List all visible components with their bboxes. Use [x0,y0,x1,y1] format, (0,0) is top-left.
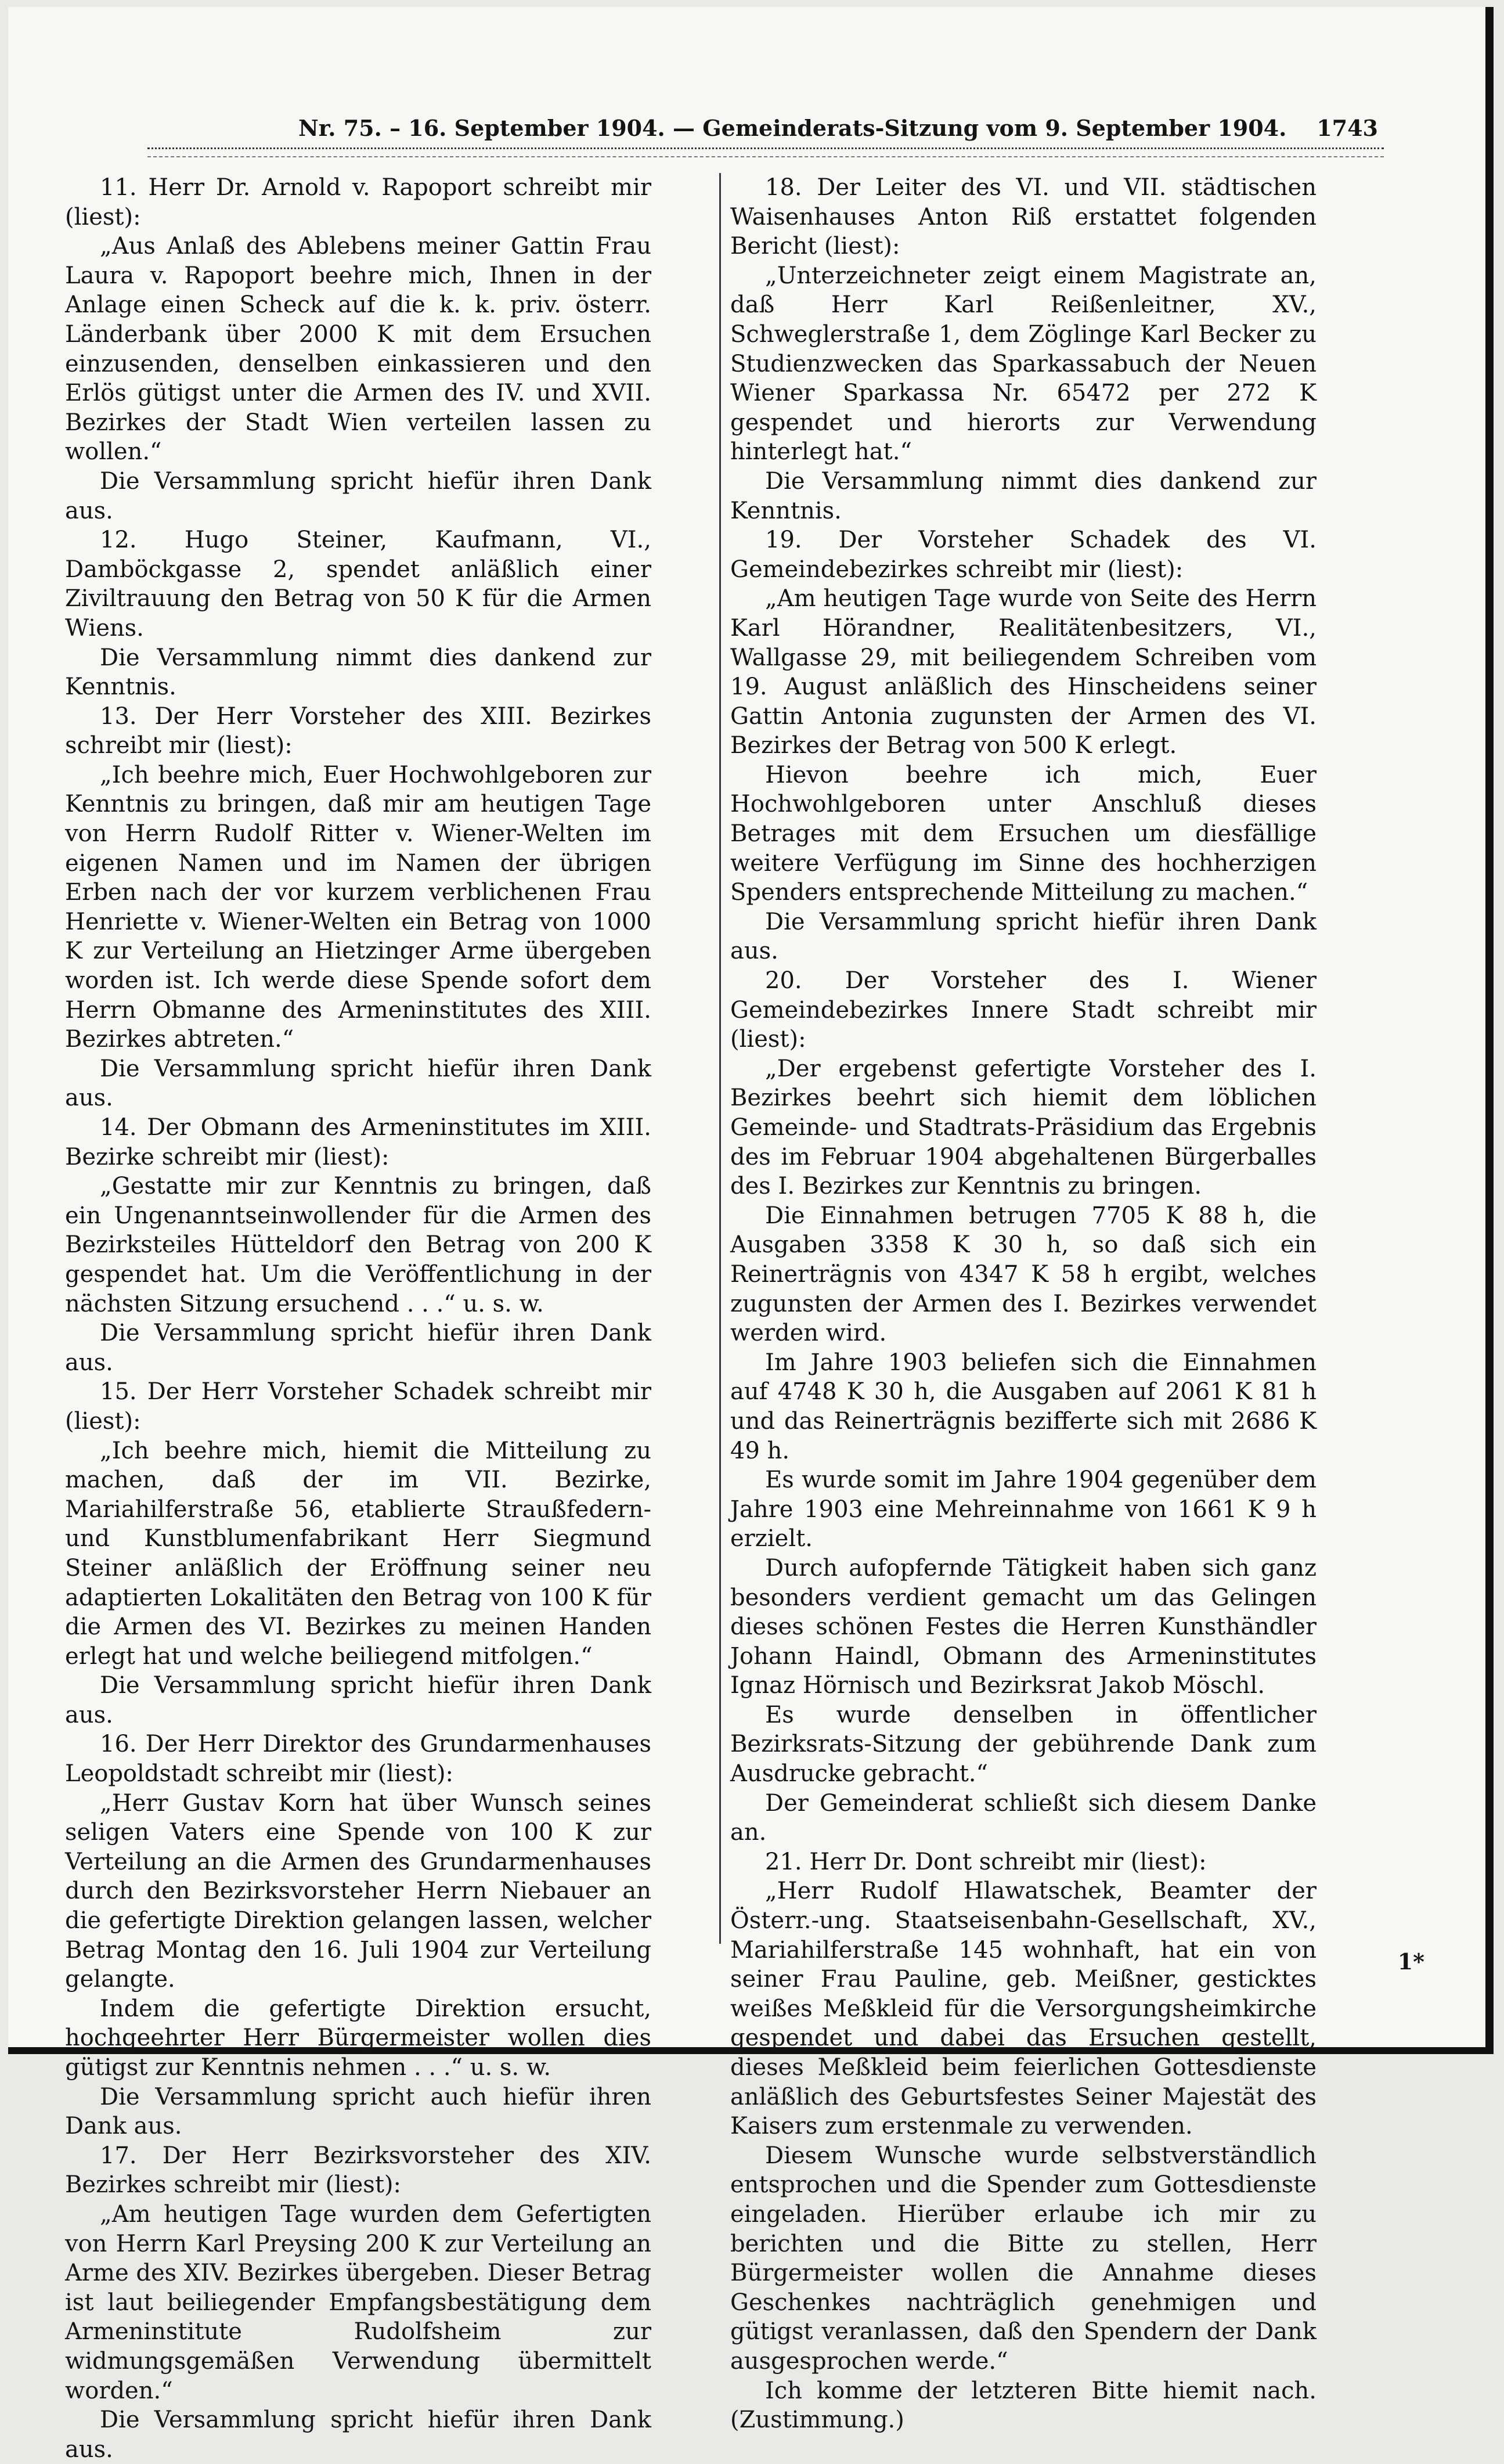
signature-mark: 1* [1397,1948,1424,1975]
document-page [8,7,1494,2463]
paragraph: Durch aufopfernde Tätigkeit haben sich ganz besonders verdient gemacht um das Gelingen dieses schönen Festes die Herren Kunsthändler Johann Haindl, Obmann des Armeninstitutes Ignaz Hörnisch und Bezirksrat Jakob Möschl. [730,1554,1317,1699]
paragraph: Indem die gefertigte Direktion ersucht, hochgeehrter Herr Bürgermeister wollen dies gütigst zur Kenntnis nehmen . . .“ u. s. w. [65,1995,651,2081]
paragraph: Der Gemeinderat schließt sich diesem Danke an. [730,1789,1317,1846]
page-number: 1743 [1317,115,1378,141]
paragraph: Die Versammlung spricht hiefür ihren Dank aus. [65,1055,651,1112]
paragraph: „Am heutigen Tage wurde von Seite des Herrn Karl Hörandner, Realitätenbesitzers, VI., Wallgasse 29, mit beiliegendem Schreiben vom 19. August anläßlich des Hinscheidens seiner Gattin Antonia zugunsten der Armen des VI. Bezirkes der Betrag von 500 K erlegt. [730,585,1317,759]
paragraph: Ich komme der letzteren Bitte hiemit nach. (Zustimmung.) [730,2377,1317,2434]
paragraph: Die Versammlung nimmt dies dankend zur Kenntnis. [730,467,1317,524]
left-column [65,173,651,2464]
column-divider [719,173,721,1944]
paragraph: „Herr Rudolf Hlawatschek, Beamter der Österr.-ung. Staatseisenbahn-Gesellschaft, XV., Mariahilferstraße 145 wohnhaft, hat ein von seiner Frau Pauline, geb. Meißner, gesticktes weißes Meßkleid für die Versorgungsheimkirche gespendet und dabei das Ersuchen gestellt, dieses Meßkleid beim feierlichen Gottesdienste anläßlich des Geburtsfestes Seiner Majestät des Kaisers zum erstenmale zu verwenden. [730,1878,1317,2140]
paragraph: 21. Herr Dr. Dont schreibt mir (liest): [765,1848,1207,1875]
paragraph: Die Versammlung spricht hiefür ihren Dank aus. [65,467,651,524]
paragraph: Die Einnahmen betrugen 7705 K 88 h, die Ausgaben 3358 K 30 h, so daß sich ein Reinerträgnis von 4347 K 58 h ergibt, welches zugunsten der Armen des I. Bezirkes verwendet werden wird. [730,1202,1317,1347]
paragraph: „Ich beehre mich, Euer Hochwohlgeboren zur Kenntnis zu bringen, daß mir am heutigen Tage von Herrn Rudolf Ritter v. Wiener-Welten im eigenen Namen und im Namen der übrigen Erben nach der vor kurzem verblichenen Frau Henriette v. Wiener-Welten ein Betrag von 1000 K zur Verteilung an Hietzinger Arme übergeben worden ist. Ich werde diese Spende sofort dem Herrn Obmanne des Armeninstitutes des XIII. Bezirkes abtreten.“ [65,761,651,1053]
paragraph: 12. Hugo Steiner, Kaufmann, VI., Damböckgasse 2, spendet anläßlich einer Ziviltrauung den Betrag von 50 K für die Armen Wiens. [65,527,651,642]
paragraph: „Der ergebenst gefertigte Vorsteher des I. Bezirkes beehrt sich hiemit dem löblichen Gemeinde- und Stadtrats-Präsidium das Ergebnis des im Februar 1904 abgehaltenen Bürgerballes des I. Bezirkes zur Kenntnis zu bringen. [730,1055,1317,1200]
paragraph: „Herr Gustav Korn hat über Wunsch seines seligen Vaters eine Spende von 100 K zur Verteilung an die Armen des Grundarmenhauses durch den Bezirksvorsteher Herrn Niebauer an die gefertigte Direktion gelangen lassen, welcher Betrag Montag den 16. Juli 1904 zur Verteilung gelangte. [65,1789,651,1993]
paragraph: Diesem Wunsche wurde selbstverständlich entsprochen und die Spender zum Gottesdienste eingeladen. Hierüber erlaube ich mir zu berichten und die Bitte zu stellen, Herr Bürgermeister wollen die Annahme dieses Geschenkes nachträglich genehmigen und gütigst veranlassen, daß den Spendern der Dank ausgesprochen werde.“ [730,2142,1317,2375]
paragraph: Hievon beehre ich mich, Euer Hochwohlgeboren unter Anschluß dieses Betrages mit dem Ersuchen um diesfällige weitere Verfügung im Sinne des hochherzigen Spenders entsprechende Mitteilung zu machen.“ [730,761,1317,906]
paragraph: Es wurde denselben in öffentlicher Bezirksrats-Sitzung der gebührende Dank zum Ausdrucke gebracht.“ [730,1701,1317,1788]
right-column [730,173,1317,2435]
header-rule [147,147,1384,157]
paragraph: Die Versammlung spricht hiefür ihren Dank aus. [65,1672,651,1728]
paragraph: 18. Der Leiter des VI. und VII. städtischen Waisenhauses Anton Riß erstattet folgenden Bericht (liest): [730,174,1317,260]
paragraph: „Ich beehre mich, hiemit die Mitteilung zu machen, daß der im VII. Bezirke, Mariahilferstraße 56, etablierte Straußfedern- und Kunstblumenfabrikant Herr Siegmund Steiner anläßlich der Eröffnung seiner neu adaptierten Lokalitäten den Betrag von 100 K für die Armen des VI. Bezirkes zu meinen Handen erlegt hat und welche beiliegend mitfolgen.“ [65,1437,651,1670]
paragraph: 19. Der Vorsteher Schadek des VI. Gemeindebezirkes schreibt mir (liest): [730,527,1317,583]
paragraph: „Unterzeichneter zeigt einem Magistrate an, daß Herr Karl Reißenleitner, XV., Schweglerstraße 1, dem Zöglinge Karl Becker zu Studienzwecken das Sparkassabuch der Neuen Wiener Sparkassa Nr. 65472 per 272 K gespendet und hierorts zur Verwendung hinterlegt hat.“ [730,262,1317,466]
paragraph: Die Versammlung spricht auch hiefür ihren Dank aus. [65,2083,651,2140]
paragraph: Die Versammlung spricht hiefür ihren Dank aus. [730,908,1317,965]
paragraph: „Gestatte mir zur Kenntnis zu bringen, daß ein Ungenanntseinwollender für die Armen des Bezirksteiles Hütteldorf den Betrag von 200 K gespendet hat. Um die Veröffentlichung in der nächsten Sitzung ersuchend . . .“ u. s. w. [65,1173,651,1317]
paragraph: Die Versammlung spricht hiefür ihren Dank aus. [65,1320,651,1376]
paragraph: 14. Der Obmann des Armeninstitutes im XIII. Bezirke schreibt mir (liest): [65,1114,651,1170]
paragraph: Die Versammlung spricht hiefür ihren Dank aus. [65,2407,651,2463]
paragraph: 17. Der Herr Bezirksvorsteher des XIV. Bezirkes schreibt mir (liest): [65,2142,651,2199]
paragraph: 11. Herr Dr. Arnold v. Rapoport schreibt mir (liest): [65,174,651,230]
paragraph: „Am heutigen Tage wurden dem Gefertigten von Herrn Karl Preysing 200 K zur Verteilung an Arme des XIV. Bezirkes übergeben. Dieser Betrag ist laut beiliegender Empfangsbestätigung dem Armeninstitute Rudolfsheim zur widmungsgemäßen Verwendung übermittelt worden.“ [65,2200,651,2404]
paragraph: Es wurde somit im Jahre 1904 gegenüber dem Jahre 1903 eine Mehreinnahme von 1661 K 9 h erzielt. [730,1467,1317,1552]
paragraph: 16. Der Herr Direktor des Grundarmenhauses Leopoldstadt schreibt mir (liest): [65,1731,651,1788]
paragraph: 20. Der Vorsteher des I. Wiener Gemeindebezirkes Innere Stadt schreibt mir (liest): [730,967,1317,1053]
paragraph: Die Versammlung nimmt dies dankend zur Kenntnis. [65,644,651,701]
page-header [298,109,1401,150]
header-title: Nr. 75. – 16. September 1904. — Gemeinderats-Sitzung vom 9. September 1904. [298,115,1287,141]
paragraph: 15. Der Herr Vorsteher Schadek schreibt mir (liest): [65,1378,651,1435]
paragraph: „Aus Anlaß des Ablebens meiner Gattin Frau Laura v. Rapoport beehre mich, Ihnen in der Anlage einen Scheck auf die k. k. priv. österr. Länderbank über 2000 K mit dem Ersuchen einzusenden, denselben einkassieren und den Erlös gütigst unter die Armen des IV. und XVII. Bezirkes der Stadt Wien verteilen lassen zu wollen.“ [65,233,651,466]
paragraph: 13. Der Herr Vorsteher des XIII. Bezirkes schreibt mir (liest): [65,703,651,759]
paragraph: Im Jahre 1903 beliefen sich die Einnahmen auf 4748 K 30 h, die Ausgaben auf 2061 K 81 h und das Reinerträgnis bezifferte sich mit 2686 K 49 h. [730,1349,1317,1464]
